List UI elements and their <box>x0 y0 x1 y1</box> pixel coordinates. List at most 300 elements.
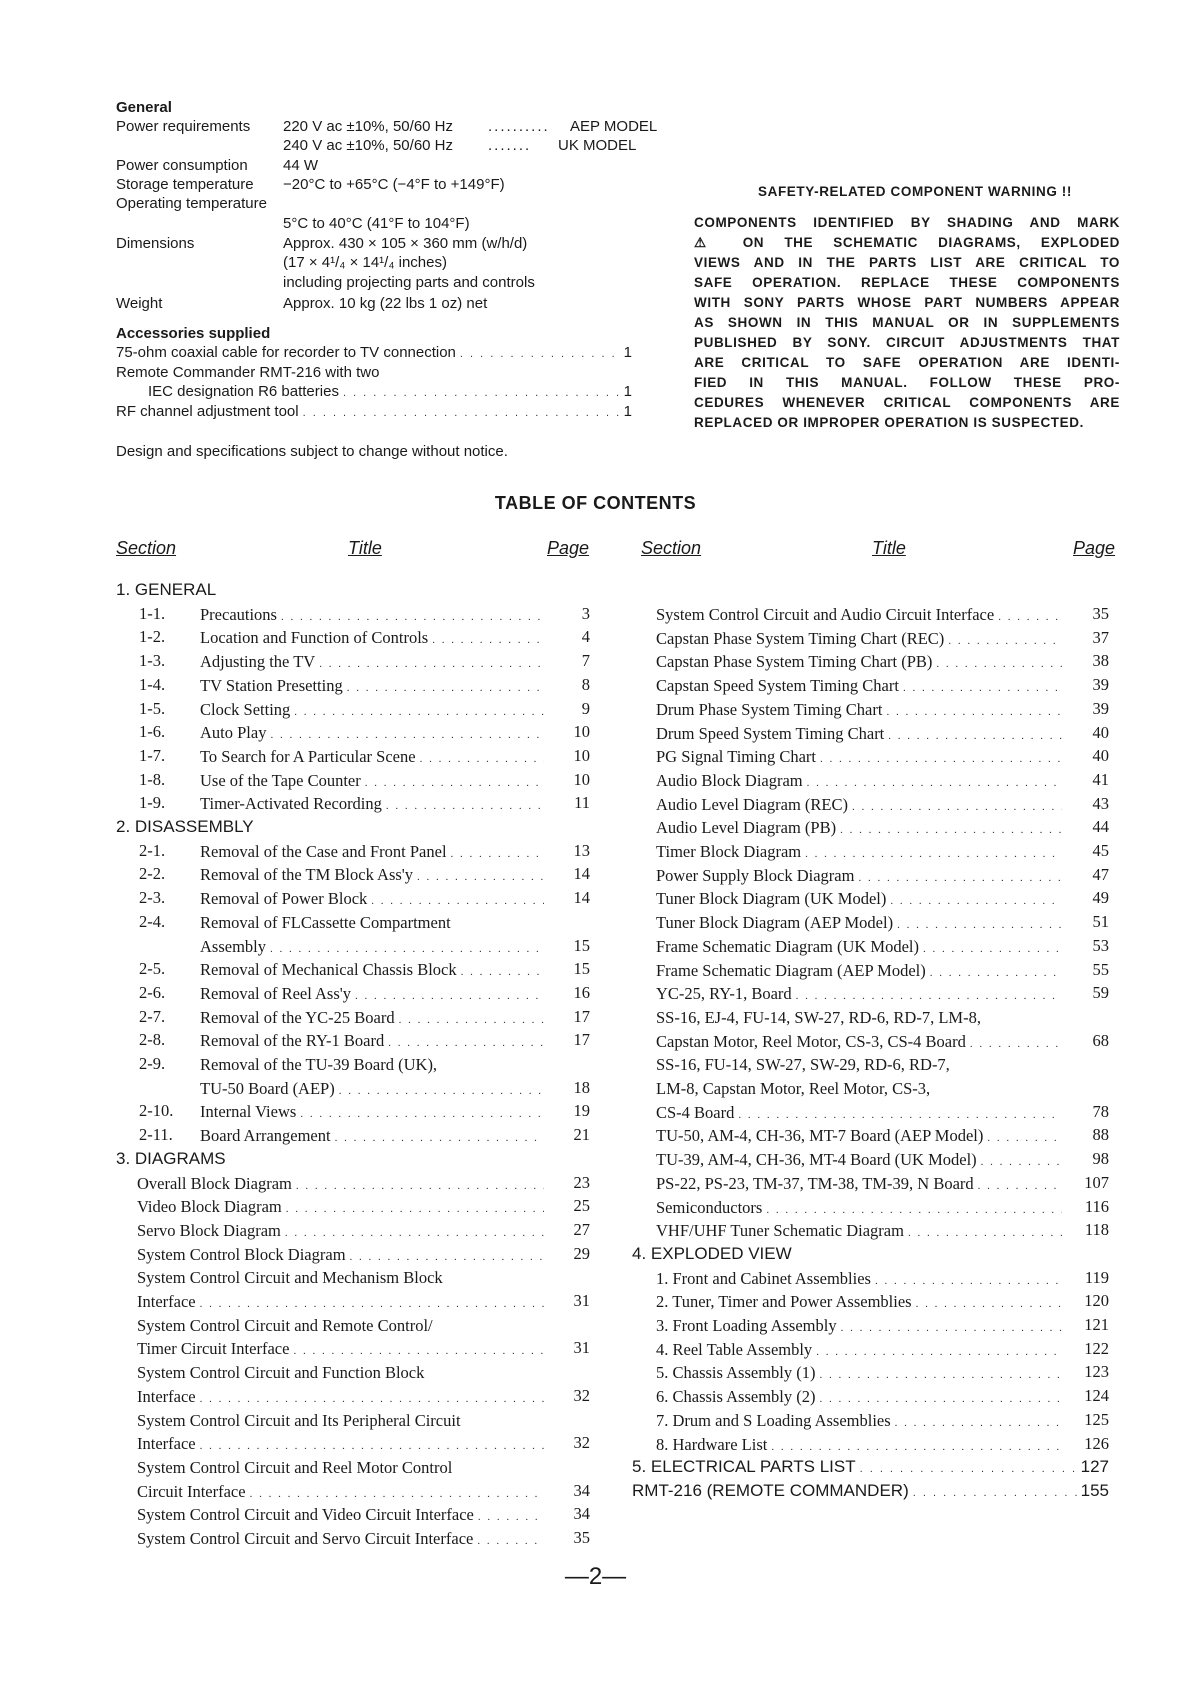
toc-entry-number: 1-2. <box>139 627 166 647</box>
toc-entry-title: VHF/UHF Tuner Schematic Diagram <box>656 1221 904 1241</box>
toc-entry[interactable] <box>137 1244 548 1268</box>
toc-entry[interactable] <box>200 699 548 723</box>
toc-entry[interactable] <box>656 628 1066 652</box>
toc-entry[interactable] <box>200 959 548 983</box>
leader-dots <box>930 962 1062 984</box>
toc-entry[interactable] <box>656 1339 1066 1363</box>
warning-body <box>694 213 1120 433</box>
toc-entry-title: System Control Circuit and Mechanism Block <box>137 1268 443 1288</box>
toc-page-number: 4 <box>581 627 590 647</box>
toc-page-number: 15 <box>573 935 590 955</box>
leader-dots <box>875 1270 1062 1292</box>
toc-page-number: 10 <box>573 745 590 765</box>
leader-dots <box>805 843 1062 865</box>
storage-temperature-value: −20°C to +65°C (−4°F to +149°F) <box>283 176 505 193</box>
toc-page-number: 23 <box>573 1172 590 1192</box>
warning-line: AS SHOWN IN THIS MANUAL OR IN SUPPLEMENTS <box>694 315 1120 330</box>
toc-page-number: 119 <box>1084 1267 1109 1287</box>
toc-entry[interactable] <box>656 1078 930 1100</box>
toc-entry[interactable] <box>200 912 451 934</box>
toc-entry-title: CS-4 Board <box>656 1102 735 1122</box>
toc-entry[interactable] <box>200 675 548 699</box>
dimensions-value-1: Approx. 430 × 105 × 360 mm (w/h/d) <box>283 235 528 252</box>
leader-dots <box>978 1175 1062 1197</box>
toc-entry[interactable] <box>656 983 1066 1007</box>
warning-line: PUBLISHED BY SONY. CIRCUIT ADJUSTMENTS THAT <box>694 335 1120 350</box>
toc-entry-title: 3. Front Loading Assembly <box>656 1316 837 1335</box>
toc-page-number: 17 <box>573 1006 590 1026</box>
toc-entry[interactable] <box>137 1220 548 1244</box>
toc-entry[interactable] <box>656 1291 1066 1315</box>
toc-page-number: 118 <box>1084 1220 1109 1240</box>
leader-dots <box>386 795 544 817</box>
power-requirements-value-1: 220 V ac ±10%, 50/60 Hz <box>283 118 454 135</box>
toc-entry-title: Removal of the TM Block Ass'y <box>200 865 414 885</box>
leader-dots <box>948 630 1062 652</box>
toc-entry-title: Removal of the TU-39 Board (UK), <box>200 1055 438 1074</box>
leader-dots <box>903 677 1062 699</box>
leader-dots <box>281 606 544 628</box>
toc-entry[interactable] <box>137 1315 433 1337</box>
leader-dots <box>417 866 544 888</box>
toc-entry-number: 2-2. <box>139 864 166 884</box>
toc-page-number: 53 <box>1092 935 1109 955</box>
toc-entry-number: 1-7. <box>139 745 166 765</box>
toc-page-number: 121 <box>1084 1315 1109 1334</box>
toc-page-number: 98 <box>1092 1149 1109 1169</box>
leader-dots <box>200 1293 544 1315</box>
toc-entry[interactable] <box>200 864 548 888</box>
leader-dots <box>303 403 620 423</box>
toc-entry[interactable] <box>200 983 548 1007</box>
accessory-item-text: 75-ohm coaxial cable for recorder to TV connection <box>116 344 456 361</box>
toc-entry[interactable] <box>200 604 548 628</box>
leader-dots <box>478 1506 544 1528</box>
toc-entry-number: 2-9. <box>139 1054 166 1073</box>
leader-dots <box>286 1198 544 1220</box>
toc-entry[interactable] <box>200 1078 548 1102</box>
warning-line: WITH SONY PARTS WHOSE PART NUMBERS APPEAR <box>694 295 1120 310</box>
toc-entry-title: Tuner Block Diagram (AEP Model) <box>656 913 894 933</box>
toc-entry-title: Adjusting the TV <box>200 652 316 672</box>
toc-entry[interactable] <box>656 1102 1066 1126</box>
toc-section-entry[interactable] <box>632 1457 1109 1477</box>
toc-entry[interactable] <box>656 1125 1066 1149</box>
toc-page-number: 47 <box>1092 864 1109 884</box>
toc-entry-title: Precautions <box>200 604 277 624</box>
toc-entry-number: 2-6. <box>139 982 166 1002</box>
toc-entry-title: 8. Hardware List <box>656 1434 768 1454</box>
toc-entry-title: System Control Circuit and Audio Circuit Interface <box>656 605 995 624</box>
leader-dots <box>250 1483 544 1505</box>
toc-page-number: 107 <box>1084 1172 1109 1192</box>
toc-page-number: 34 <box>573 1480 590 1500</box>
toc-entry-number: 1-5. <box>139 698 166 718</box>
toc-entry[interactable] <box>200 1054 437 1076</box>
accessory-item-qty: 1 <box>623 344 632 361</box>
warning-line: ARE CRITICAL TO SAFE OPERATION ARE IDENTI- <box>694 355 1120 370</box>
toc-entry-title: SS-16, FU-14, SW-27, SW-29, RD-6, RD-7, <box>656 1055 950 1075</box>
leader-dots <box>820 1364 1062 1386</box>
toc-header-title: Title <box>872 538 906 558</box>
toc-page-number: 35 <box>1092 604 1109 623</box>
toc-entry[interactable] <box>137 1410 461 1432</box>
toc-entry-title: Drum Speed System Timing Chart <box>656 723 885 743</box>
toc-page-number: 39 <box>1092 675 1109 695</box>
leader-dots <box>371 890 544 912</box>
toc-entry[interactable] <box>137 1196 548 1220</box>
toc-entry-number: 1-6. <box>139 722 166 742</box>
toc-page-number: 68 <box>1092 1030 1109 1050</box>
toc-entry[interactable] <box>137 1338 548 1362</box>
toc-entry-number: 1-4. <box>139 674 166 694</box>
toc-page-number: 21 <box>573 1125 590 1145</box>
accessory-item-qty: 1 <box>623 403 632 420</box>
toc-entry[interactable] <box>656 888 1066 912</box>
toc-entry-title: Use of the Tape Counter <box>200 770 361 790</box>
toc-page-number: 43 <box>1092 793 1109 813</box>
leader-dots <box>908 1222 1062 1244</box>
toc-section-heading: 5. ELECTRICAL PARTS LIST <box>632 1457 856 1477</box>
toc-page-number: 41 <box>1092 769 1109 789</box>
accessory-item-text: Remote Commander RMT-216 with two <box>116 364 380 381</box>
warning-line: FIED IN THIS MANUAL. FOLLOW THESE PRO- <box>694 375 1120 390</box>
toc-entry-title: Assembly <box>200 936 266 956</box>
toc-page-number: 59 <box>1092 983 1109 1003</box>
toc-page-number: 13 <box>573 840 590 860</box>
general-heading: General <box>116 99 172 116</box>
toc-entry-title: Servo Block Diagram <box>137 1220 281 1240</box>
toc-entry-title: Auto Play <box>200 723 267 743</box>
toc-entry[interactable] <box>200 651 548 675</box>
toc-section-heading[interactable]: 2. DISASSEMBLY <box>116 817 254 836</box>
toc-entry[interactable] <box>656 1315 1066 1339</box>
dimensions-label: Dimensions <box>116 235 195 252</box>
toc-entry-number: 1-1. <box>139 603 166 623</box>
toc-entry-title: TU-39, AM-4, CH-36, MT-4 Board (UK Model) <box>656 1150 977 1170</box>
toc-entry[interactable] <box>137 1504 548 1528</box>
leader-dots <box>451 843 544 865</box>
toc-entry-number: 2-10. <box>139 1101 174 1121</box>
leader-dots <box>461 961 544 983</box>
toc-section-heading[interactable]: 3. DIAGRAMS <box>116 1148 226 1168</box>
toc-entry-title: 7. Drum and S Loading Assemblies <box>656 1410 891 1430</box>
toc-entry[interactable] <box>656 1386 1066 1410</box>
toc-page-number: 40 <box>1092 722 1109 742</box>
toc-section-heading[interactable]: 4. EXPLODED VIEW <box>632 1243 792 1263</box>
leader-dots <box>432 629 544 651</box>
toc-page-number: 38 <box>1092 651 1109 671</box>
toc-header-title: Title <box>348 538 382 558</box>
toc-page-number: 14 <box>573 888 590 908</box>
leader-dots <box>294 701 544 723</box>
toc-page-number: 15 <box>573 959 590 979</box>
accessory-item <box>116 402 632 423</box>
toc-page-number: 34 <box>573 1504 590 1524</box>
toc-entry-number: 1-9. <box>139 793 166 813</box>
toc-entry[interactable] <box>137 1457 452 1479</box>
toc-entry-title: Overall Block Diagram <box>137 1173 292 1193</box>
toc-entry-title: System Control Circuit and Function Block <box>137 1363 425 1383</box>
leader-dots <box>858 867 1062 889</box>
toc-page-number: 39 <box>1092 698 1109 718</box>
toc-entry-title: YC-25, RY-1, Board <box>656 984 792 1004</box>
toc-entry-title: System Control Circuit and Video Circuit Interface <box>137 1505 474 1525</box>
leader-dots <box>890 890 1062 912</box>
leader-dots: ....... <box>488 137 532 154</box>
leader-dots <box>936 653 1062 675</box>
toc-entry[interactable] <box>656 936 1066 960</box>
toc-entry[interactable] <box>200 770 548 794</box>
toc-entry[interactable] <box>137 1173 548 1197</box>
toc-entry-title: Removal of the Case and Front Panel <box>200 841 447 861</box>
toc-entry-title: Internal Views <box>200 1102 297 1122</box>
toc-entry[interactable] <box>656 604 1066 628</box>
leader-dots <box>477 1530 544 1552</box>
toc-page-number: 10 <box>573 722 590 742</box>
toc-entry-number: 2-8. <box>139 1030 166 1050</box>
toc-page-number: 9 <box>581 698 590 718</box>
toc-entry[interactable] <box>200 841 548 865</box>
toc-entry[interactable] <box>656 1362 1066 1386</box>
toc-entry-number: 2-3. <box>139 888 166 908</box>
toc-entry-title: TU-50 Board (AEP) <box>200 1078 335 1098</box>
toc-entry[interactable] <box>656 1149 1066 1173</box>
leader-dots <box>913 1487 1077 1499</box>
toc-header-section: Section <box>641 538 702 558</box>
toc-entry[interactable] <box>656 1031 1066 1055</box>
toc-entry-title: Power Supply Block Diagram <box>656 865 855 885</box>
toc-page-number: 27 <box>573 1219 590 1239</box>
leader-dots <box>460 344 620 364</box>
power-requirements-model-2: UK MODEL <box>558 137 637 154</box>
toc-entry[interactable] <box>656 1220 1066 1244</box>
leader-dots <box>399 1009 544 1031</box>
accessory-item <box>148 382 632 403</box>
toc-entry-title: Removal of Mechanical Chassis Block <box>200 960 457 980</box>
toc-entry[interactable] <box>137 1433 548 1457</box>
toc-entry[interactable] <box>200 722 548 746</box>
toc-entry-title: System Control Circuit and Remote Control/ <box>137 1315 433 1335</box>
leader-dots <box>816 1341 1062 1363</box>
toc-page-number: 44 <box>1092 817 1109 837</box>
warning-line <box>694 233 1120 253</box>
operating-temperature-value: 5°C to 40°C (41°F to 104°F) <box>283 215 470 232</box>
toc-entry-title: SS-16, EJ-4, FU-14, SW-27, RD-6, RD-7, LM-8, <box>656 1007 981 1027</box>
toc-entry-title: Board Arrangement <box>200 1126 331 1146</box>
toc-entry[interactable] <box>200 746 548 770</box>
leader-dots <box>200 1435 544 1457</box>
toc-entry[interactable] <box>656 746 1066 770</box>
toc-entry-title: Audio Block Diagram <box>656 770 803 790</box>
toc-page-number: 31 <box>573 1338 590 1358</box>
toc-page-number: 18 <box>573 1077 590 1097</box>
toc-entry[interactable] <box>656 699 1066 723</box>
toc-entry-title: Semiconductors <box>656 1197 763 1217</box>
toc-entry[interactable] <box>200 936 548 960</box>
toc-entry-title: Audio Level Diagram (PB) <box>656 818 837 838</box>
toc-entry[interactable] <box>200 1007 548 1031</box>
leader-dots <box>738 1104 1062 1126</box>
toc-section-heading[interactable]: 1. GENERAL <box>116 580 217 599</box>
leader-dots <box>860 1463 1077 1475</box>
toc-page-number: 88 <box>1092 1125 1109 1145</box>
leader-dots <box>897 914 1062 936</box>
leader-dots <box>365 772 544 794</box>
warning-line-text: ON THE SCHEMATIC DIAGRAMS, EXPLODED <box>742 235 1120 250</box>
warning-line: CEDURES WHENEVER CRITICAL COMPONENTS ARE <box>694 395 1120 410</box>
power-consumption-label: Power consumption <box>116 157 248 174</box>
leader-dots <box>355 985 544 1007</box>
toc-page-number: 45 <box>1092 841 1109 860</box>
toc-entry[interactable] <box>137 1267 443 1289</box>
toc-page-number: 125 <box>1084 1409 1109 1429</box>
leader-dots <box>888 725 1062 747</box>
leader-dots <box>335 1127 544 1149</box>
toc-entry-title: Timer Block Diagram <box>656 842 802 861</box>
toc-entry[interactable] <box>656 770 1066 794</box>
toc-page-number: 51 <box>1092 912 1109 932</box>
leader-dots <box>771 1436 1062 1458</box>
leader-dots <box>347 677 544 699</box>
toc-entry[interactable] <box>137 1291 548 1315</box>
warning-triangle-icon: ⚠ <box>694 235 743 250</box>
leader-dots <box>388 1032 544 1054</box>
leader-dots <box>987 1127 1062 1149</box>
leader-dots <box>895 1412 1062 1434</box>
toc-entry[interactable] <box>656 817 1066 841</box>
toc-page-number: 35 <box>573 1528 590 1547</box>
leader-dots <box>840 819 1062 841</box>
weight-value: Approx. 10 kg (22 lbs 1 oz) net <box>283 295 488 312</box>
toc-entry-title: Removal of Reel Ass'y <box>200 983 351 1003</box>
warning-line: REPLACED OR IMPROPER OPERATION IS SUSPECTED. <box>694 415 1084 430</box>
toc-entry[interactable] <box>656 651 1066 675</box>
leader-dots <box>796 985 1062 1007</box>
toc-entry[interactable] <box>656 841 1066 865</box>
toc-entry[interactable] <box>137 1362 424 1384</box>
toc-entry-title: Frame Schematic Diagram (UK Model) <box>656 936 920 956</box>
leader-dots <box>293 1340 544 1362</box>
toc-entry[interactable] <box>656 723 1066 747</box>
toc-entry[interactable] <box>656 1268 1066 1292</box>
toc-entry[interactable] <box>200 627 548 651</box>
toc-page-number: 10 <box>573 769 590 789</box>
toc-entry[interactable] <box>656 1173 1066 1197</box>
toc-entry-title: Removal of Power Block <box>200 889 368 909</box>
dimensions-value-2: (17 × 4¹/₄ × 14¹/₄ inches) <box>283 254 447 271</box>
leader-dots <box>923 938 1062 960</box>
leader-dots <box>916 1293 1062 1315</box>
toc-entry-title: Clock Setting <box>200 699 291 719</box>
power-requirements-value-2: 240 V ac ±10%, 50/60 Hz <box>283 137 454 154</box>
toc-entry-number: 2-5. <box>139 959 166 979</box>
toc-section-entry[interactable] <box>632 1481 1109 1501</box>
leader-dots <box>841 1317 1062 1339</box>
toc-page-number: 127 <box>1080 1457 1109 1477</box>
toc-entry[interactable] <box>200 1030 548 1054</box>
toc-entry-title: PG Signal Timing Chart <box>656 747 816 767</box>
toc-entry-title: Capstan Motor, Reel Motor, CS-3, CS-4 Board <box>656 1031 966 1051</box>
toc-entry[interactable] <box>656 865 1066 889</box>
toc-entry-number: 2-11. <box>139 1125 173 1145</box>
toc-entry-title: Audio Level Diagram (REC) <box>656 794 848 814</box>
toc-page-number: 25 <box>573 1196 590 1216</box>
leader-dots: .......... <box>488 118 550 135</box>
toc-entry-title: Capstan Speed System Timing Chart <box>656 676 899 696</box>
toc-entry[interactable] <box>656 1197 1066 1221</box>
toc-entry[interactable] <box>656 675 1066 699</box>
toc-entry[interactable] <box>137 1386 548 1410</box>
weight-label: Weight <box>116 295 163 312</box>
toc-entry-title: Removal of the YC-25 Board <box>200 1007 395 1027</box>
toc-page-number: 32 <box>573 1385 590 1405</box>
toc-entry-title: Interface <box>137 1434 196 1454</box>
toc-page-number: 32 <box>573 1433 590 1453</box>
toc-page-number: 11 <box>574 793 590 813</box>
leader-dots <box>807 772 1062 794</box>
toc-entry[interactable] <box>656 960 1066 984</box>
toc-entry-number: 2-7. <box>139 1006 166 1026</box>
toc-page-number: 8 <box>581 674 590 694</box>
toc-entry[interactable] <box>137 1528 548 1552</box>
toc-entry-title: Location and Function of Controls <box>200 628 429 648</box>
toc-header-page: Page <box>547 538 590 558</box>
leader-dots <box>296 1175 544 1197</box>
toc-title: TABLE OF CONTENTS <box>494 493 697 513</box>
toc-page-number: 31 <box>573 1291 590 1310</box>
toc-page-number: 37 <box>1092 627 1109 647</box>
toc-entry[interactable] <box>656 1054 950 1076</box>
dimensions-value-3: including projecting parts and controls <box>283 274 535 291</box>
leader-dots <box>820 748 1062 770</box>
toc-entry[interactable] <box>200 888 548 912</box>
leader-dots <box>852 796 1062 818</box>
leader-dots <box>285 1222 544 1244</box>
toc-entry-title: 5. Chassis Assembly (1) <box>656 1363 816 1383</box>
toc-entry[interactable] <box>200 1101 548 1125</box>
toc-entry[interactable] <box>656 1410 1066 1434</box>
toc-entry[interactable] <box>656 912 1066 936</box>
change-notice: Design and specifications subject to change without notice. <box>116 443 508 460</box>
toc-entry-title: System Control Circuit and Reel Motor Control <box>137 1457 453 1477</box>
toc-entry[interactable] <box>656 794 1066 818</box>
toc-section-heading: RMT-216 (REMOTE COMMANDER) <box>632 1480 909 1500</box>
toc-entry[interactable] <box>137 1481 548 1505</box>
toc-entry-title: Interface <box>137 1292 196 1311</box>
toc-entry[interactable] <box>656 1434 1066 1458</box>
leader-dots <box>350 1246 544 1268</box>
toc-entry[interactable] <box>200 793 548 817</box>
accessory-item-text: RF channel adjustment tool <box>116 403 299 420</box>
accessories-heading: Accessories supplied <box>116 325 271 342</box>
toc-entry[interactable] <box>656 1007 981 1029</box>
warning-title: SAFETY-RELATED COMPONENT WARNING !! <box>758 184 1072 199</box>
leader-dots <box>998 606 1062 628</box>
toc-entry-title: Drum Phase System Timing Chart <box>656 699 883 719</box>
toc-entry-title: Interface <box>137 1386 196 1406</box>
toc-entry[interactable] <box>200 1125 548 1149</box>
leader-dots <box>270 938 544 960</box>
toc-page-number: 120 <box>1084 1291 1109 1311</box>
power-consumption-value: 44 W <box>283 157 319 174</box>
toc-entry-title: To Search for A Particular Scene <box>200 746 416 766</box>
leader-dots <box>886 701 1062 723</box>
toc-entry-title: Capstan Phase System Timing Chart (REC) <box>656 628 945 648</box>
toc-header-page: Page <box>1073 538 1116 558</box>
warning-line: COMPONENTS IDENTIFIED BY SHADING AND MARK <box>694 215 1120 230</box>
toc-page-number: 40 <box>1092 746 1109 766</box>
